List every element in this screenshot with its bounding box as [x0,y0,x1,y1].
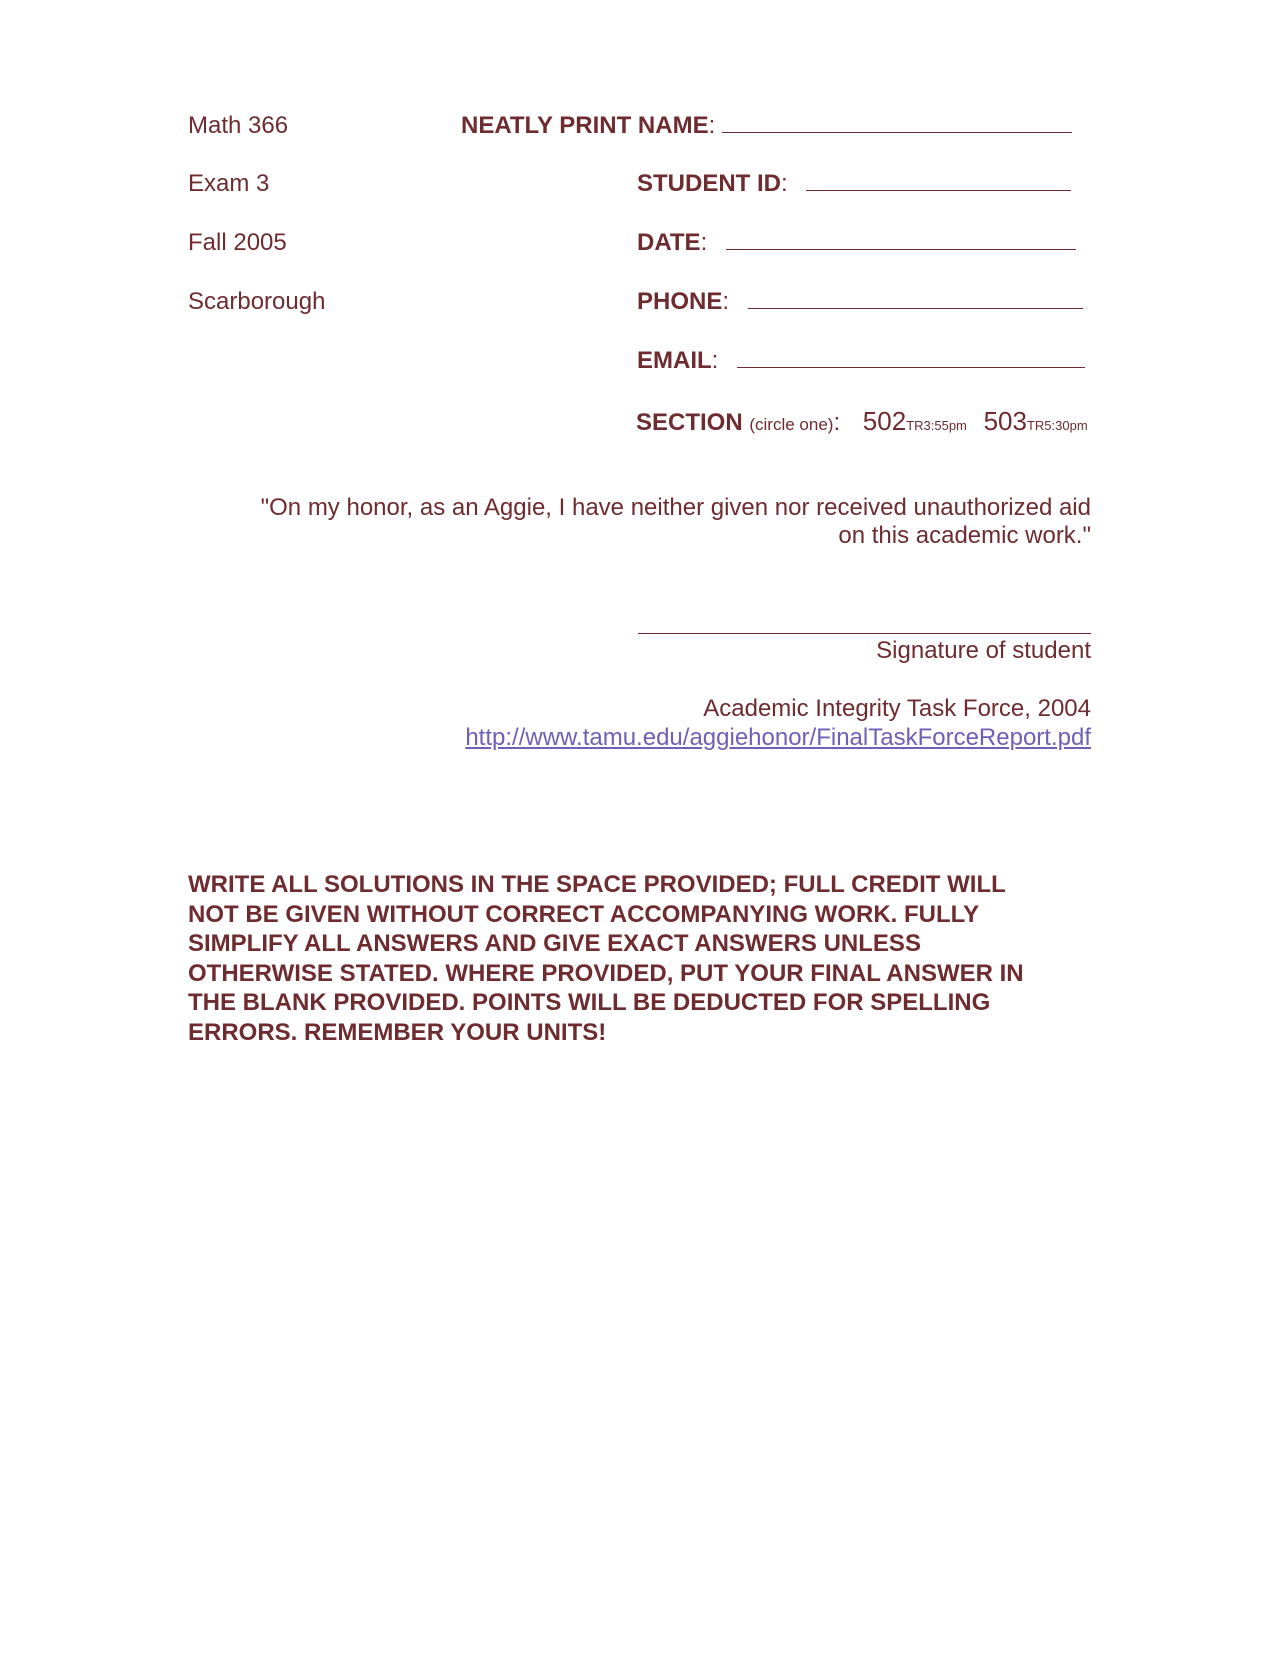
date-blank[interactable] [726,229,1076,250]
instruction-line: THE BLANK PROVIDED. POINTS WILL BE DEDUCTED FOR SPELLING [188,989,991,1016]
course-title: Math 366 [188,112,289,139]
section-time: TR5:30pm [1026,418,1088,433]
section-option-503[interactable] [983,406,1088,436]
section-time: TR3:55pm [906,418,967,433]
student-id-label: STUDENT ID [637,170,781,197]
student-id-blank[interactable] [806,170,1071,191]
section-hint: (circle one) [749,415,834,434]
section-number: 502 [862,406,907,436]
date-label: DATE [637,229,701,256]
phone-blank[interactable] [748,288,1083,309]
section-number: 503 [983,406,1027,436]
honor-line-2: on this academic work." [838,522,1091,549]
phone-label: PHONE [637,288,723,315]
email-field [637,347,1085,375]
exam-title: Exam 3 [188,170,270,197]
name-field [461,112,1072,140]
exam-instructions [188,870,1088,1047]
report-link-text[interactable]: http://www.tamu.edu/aggiehonor/FinalTaskForceReport.pdf [465,724,1091,751]
email-blank[interactable] [737,347,1085,368]
citation: Academic Integrity Task Force, 2004 [703,695,1091,722]
name-label: NEATLY PRINT NAME [461,112,709,139]
signature-line[interactable] [638,611,1091,634]
honor-statement [261,494,1091,550]
date-field [637,229,1076,257]
section-label: SECTION [636,409,743,436]
section-field [636,406,1088,437]
section-colon: : [833,409,841,436]
student-id-colon: : [781,170,788,197]
instruction-line: NOT BE GIVEN WITHOUT CORRECT ACCOMPANYING WORK. FULLY [188,900,980,928]
name-blank[interactable] [722,112,1072,133]
honor-line-1: "On my honor, as an Aggie, I have neither given nor received unauthorized aid [260,494,1091,521]
phone-field [637,288,1083,316]
instruction-line: WRITE ALL SOLUTIONS IN THE SPACE PROVIDED; FULL CREDIT WILL [188,871,1006,898]
instructor-name: Scarborough [188,288,326,315]
date-colon: : [700,229,708,256]
instruction-line: ERRORS. REMEMBER YOUR UNITS! [188,1018,607,1046]
name-colon: : [708,112,716,139]
term: Fall 2005 [188,229,287,256]
instruction-line: SIMPLIFY ALL ANSWERS AND GIVE EXACT ANSWERS UNLESS [188,930,921,957]
report-link[interactable] [465,724,1091,752]
email-label: EMAIL [637,347,712,374]
phone-colon: : [722,288,730,315]
email-colon: : [711,347,719,374]
signature-label: Signature of student [876,637,1091,664]
section-option-502[interactable] [862,406,967,436]
student-id-field [637,170,1071,198]
instruction-line: OTHERWISE STATED. WHERE PROVIDED, PUT YOUR FINAL ANSWER IN [188,959,1024,987]
